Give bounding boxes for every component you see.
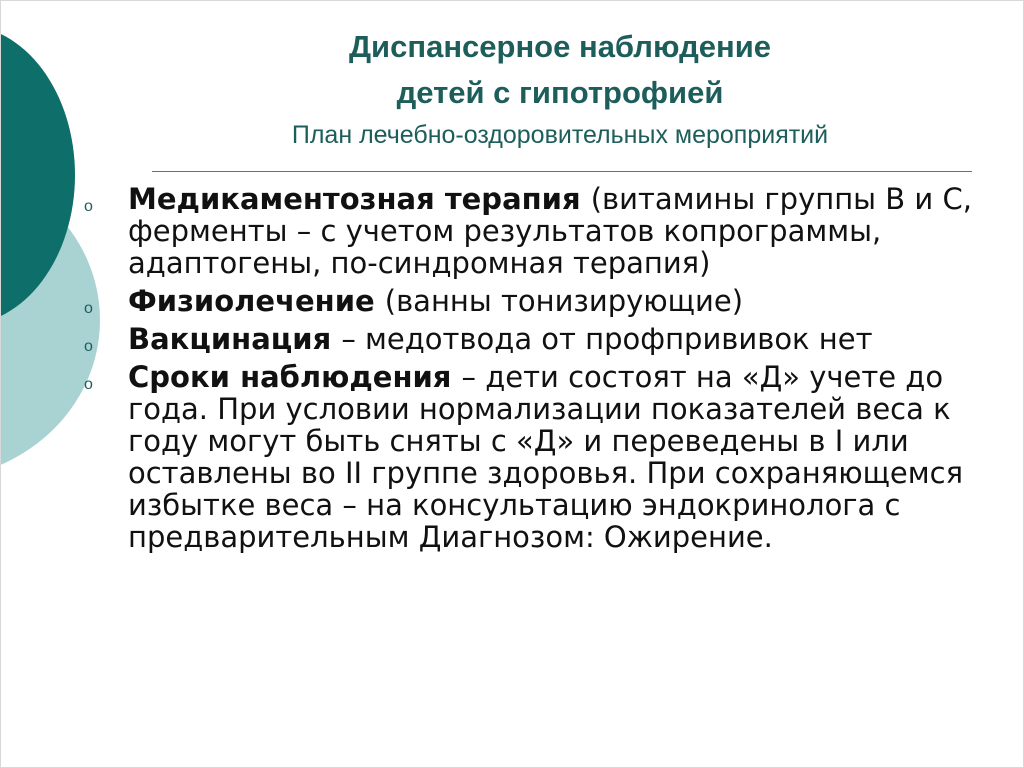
list-item-physiotherapy: [84, 285, 984, 317]
title-block: [150, 24, 970, 152]
bullet-icon: o: [84, 300, 93, 317]
list-item-vaccination: [84, 323, 984, 355]
item-text: – медотвода от профпрививок нет: [341, 322, 873, 356]
bullet-icon: o: [84, 338, 93, 355]
item-term: Сроки наблюдения: [128, 360, 462, 394]
list-item-observation-period: [84, 361, 984, 553]
title-divider: [152, 171, 972, 172]
item-term: Вакцинация: [128, 322, 342, 356]
bullet-list: [84, 183, 984, 559]
bullet-icon: o: [84, 376, 93, 393]
item-text: (ванны тонизирующие): [384, 284, 744, 318]
slide-subtitle: План лечебно-оздоровительных мероприятий: [291, 121, 829, 149]
item-term: Физиолечение: [128, 284, 385, 318]
item-term: Медикаментозная терапия: [128, 182, 591, 216]
slide-title-line-2: детей с гипотрофией: [396, 75, 724, 110]
bullet-icon: o: [84, 198, 93, 215]
slide-title-line-1: Диспансерное наблюдение: [348, 29, 772, 64]
item-text: – дети состоят на «Д» учете до года. При условии нормализации показателей веса к году могут быть сняты с «Д» и переведены в I или оставлены во II группе здоровья. При сохраняющемся избытке веса – на консультацию эндокринолога с предварительным Диагнозом: Ожирение.: [128, 360, 964, 554]
list-item-medication: [84, 183, 984, 279]
item-text: (витамины группы В и С, ферменты – с учетом результатов копрограммы, адаптогены, по-синдромная терапия): [128, 182, 972, 280]
